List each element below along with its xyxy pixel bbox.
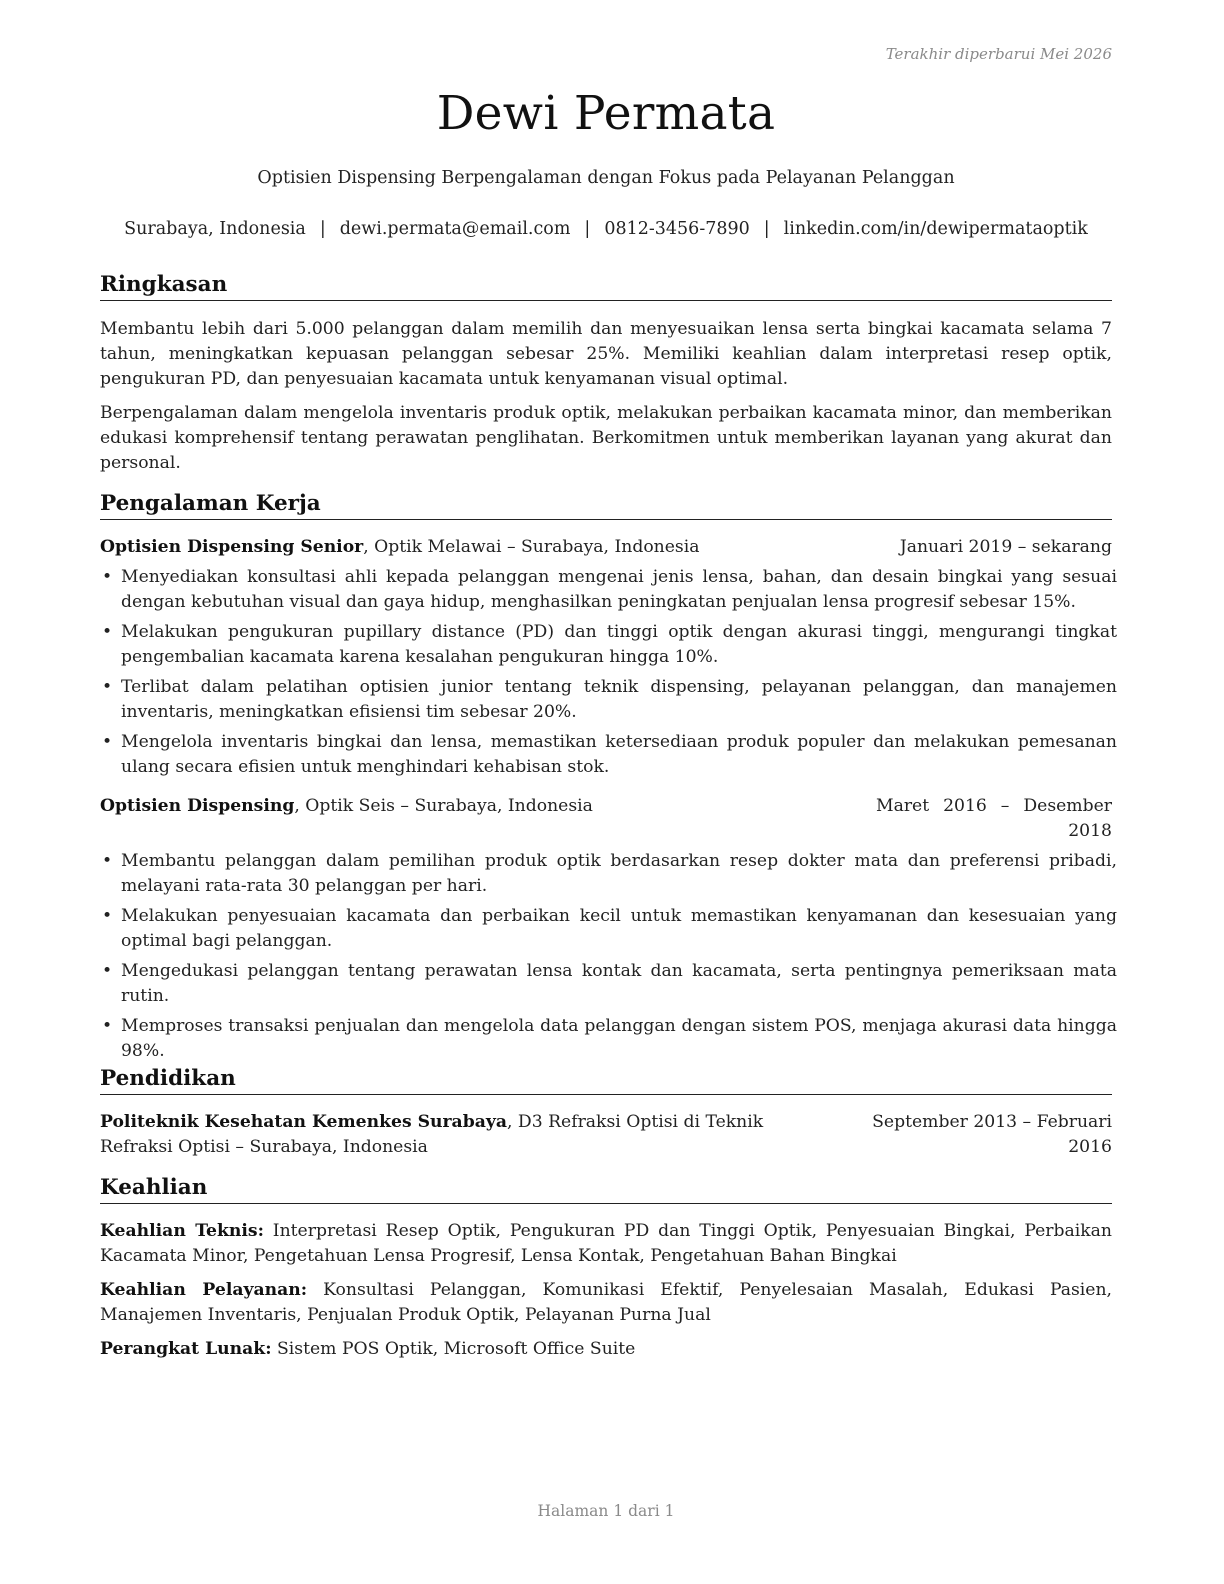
job-dates: Maret 2016 – Desember 2018 [876,796,1112,841]
last-updated-note: Terakhir diperbarui Mei 2026 [885,45,1112,63]
skill-group-text: Konsultasi Pelanggan, Komunikasi Efektif, Penyelesaian Masalah, Edukasi Pasien, Manajemen Inventaris, Penjualan Produk Optik, Pelayanan Purna Jual [100,1280,1113,1325]
job-bullet: • Terlibat dalam pelatihan optisien junior tentang teknik dispensing, pelayanan pelanggan, dan manajemen inventaris, meningkatkan efisiensi tim sebesar 20%. [102,677,1117,722]
education-entry [100,1110,1112,1160]
contact-separator: | [763,219,770,239]
skill-group-label: Keahlian Pelayanan: [100,1280,308,1300]
job-bullet: • Memproses transaksi penjualan dan mengelola data pelanggan dengan sistem POS, menjaga akurasi data hingga 98%. [102,1016,1117,1061]
job-bullet: • Mengedukasi pelanggan tentang perawatan lensa kontak dan kacamata, serta pentingnya pemeriksaan mata rutin. [102,961,1117,1006]
skill-group [100,1337,1112,1362]
job-header [100,794,1112,844]
bullet-icon: • [102,961,113,981]
contact-phone: 0812-3456-7890 [604,219,750,239]
bullet-icon: • [102,567,113,587]
job-title-line [100,794,593,819]
skill-group-label: Keahlian Teknis: [100,1221,264,1241]
education-title-line [100,1110,840,1160]
bullet-icon: • [102,906,113,926]
contact-email[interactable]: dewi.permata@email.com [339,219,571,239]
job-company: , Optik Melawai – Surabaya, Indonesia [363,537,700,557]
candidate-name: Dewi Permata [436,86,776,141]
section-title-experience: Pengalaman Kerja [100,490,1112,520]
job-title-line [100,535,699,560]
job-bullet: • Mengelola inventaris bingkai dan lensa, memastikan ketersediaan produk populer dan melakukan pemesanan ulang secara efisien untuk menghindari kehabisan stok. [102,732,1117,777]
education-institution: Politeknik Kesehatan Kemenkes Surabaya [100,1112,507,1132]
bullet-icon: • [102,851,113,871]
job-bullet: • Membantu pelanggan dalam pemilihan produk optik berdasarkan resep dokter mata dan preferensi pribadi, melayani rata-rata 30 pelanggan per hari. [102,851,1117,896]
job-bullet-list [100,849,1117,1064]
skill-group [100,1219,1112,1269]
skill-group-label: Perangkat Lunak: [100,1339,272,1359]
skill-group-text: Sistem POS Optik, Microsoft Office Suite [271,1339,636,1359]
job-role: Optisien Dispensing Senior [100,537,364,557]
summary-paragraph: Berpengalaman dalam mengelola inventaris produk optik, melakukan perbaikan kacamata minor, dan memberikan edukasi komprehensif tentang perawatan penglihatan. Berkomitmen untuk memberikan layanan yang akurat dan personal. [100,403,1112,473]
experience-section [100,490,1117,1069]
contact-location: Surabaya, Indonesia [124,219,306,239]
section-title-summary: Ringkasan [100,271,1112,301]
contact-separator: | [584,219,591,239]
job-dates: Januari 2019 – sekarang [899,537,1112,557]
bullet-icon: • [102,622,113,642]
bullet-icon: • [102,677,113,697]
skill-group [100,1278,1112,1328]
professional-headline: Optisien Dispensing Berpengalaman dengan Fokus pada Pelayanan Pelanggan [257,168,955,188]
job-company: , Optik Seis – Surabaya, Indonesia [294,796,593,816]
summary-paragraph: Membantu lebih dari 5.000 pelanggan dalam memilih dan menyesuaikan lensa serta bingkai kacamata selama 7 tahun, meningkatkan kepuasan pelanggan sebesar 25%. Memiliki keahlian dalam interpretasi resep optik, pengukuran PD, dan penyesuaian kacamata untuk kenyamanan visual optimal. [100,319,1112,389]
bullet-icon: • [102,732,113,752]
skills-section [100,1174,1112,1362]
education-dates: September 2013 – Februari 2016 [872,1112,1112,1157]
section-title-skills: Keahlian [100,1174,1112,1204]
education-detail: , D3 Refraksi Optisi di Teknik Refraksi Optisi – Surabaya, Indonesia [100,1112,764,1157]
contact-separator: | [319,219,326,239]
summary-section [100,271,1112,476]
job-entry [100,794,1117,1064]
job-bullet: • Melakukan penyesuaian kacamata dan perbaikan kecil untuk memastikan kenyamanan dan kesesuaian yang optimal bagi pelanggan. [102,906,1117,951]
resume-page [100,0,1117,1584]
job-bullet: • Menyediakan konsultasi ahli kepada pelanggan mengenai jenis lensa, bahan, dan desain bingkai yang sesuai dengan kebutuhan visual dan gaya hidup, menghasilkan peningkatan penjualan lensa progresif sebesar 15%. [102,567,1117,612]
education-section [100,1065,1112,1160]
bullet-icon: • [102,1016,113,1036]
contact-linkedin[interactable]: linkedin.com/in/dewipermataoptik [783,219,1088,239]
skill-group-text: Interpretasi Resep Optik, Pengukuran PD dan Tinggi Optik, Penyesuaian Bingkai, Perbaikan Kacamata Minor, Pengetahuan Lensa Progresif, Lensa Kontak, Pengetahuan Bahan Bingkai [100,1221,1112,1266]
job-entry [100,535,1117,780]
contact-line [100,219,1112,239]
job-header [100,535,1112,560]
job-role: Optisien Dispensing [100,796,295,816]
section-title-education: Pendidikan [100,1065,1112,1095]
page-number-footer: Halaman 1 dari 1 [537,1502,675,1520]
job-bullet-list [100,565,1117,780]
job-bullet: • Melakukan pengukuran pupillary distance (PD) dan tinggi optik dengan akurasi tinggi, mengurangi tingkat pengembalian kacamata karena kesalahan pengukuran hingga 10%. [102,622,1117,667]
